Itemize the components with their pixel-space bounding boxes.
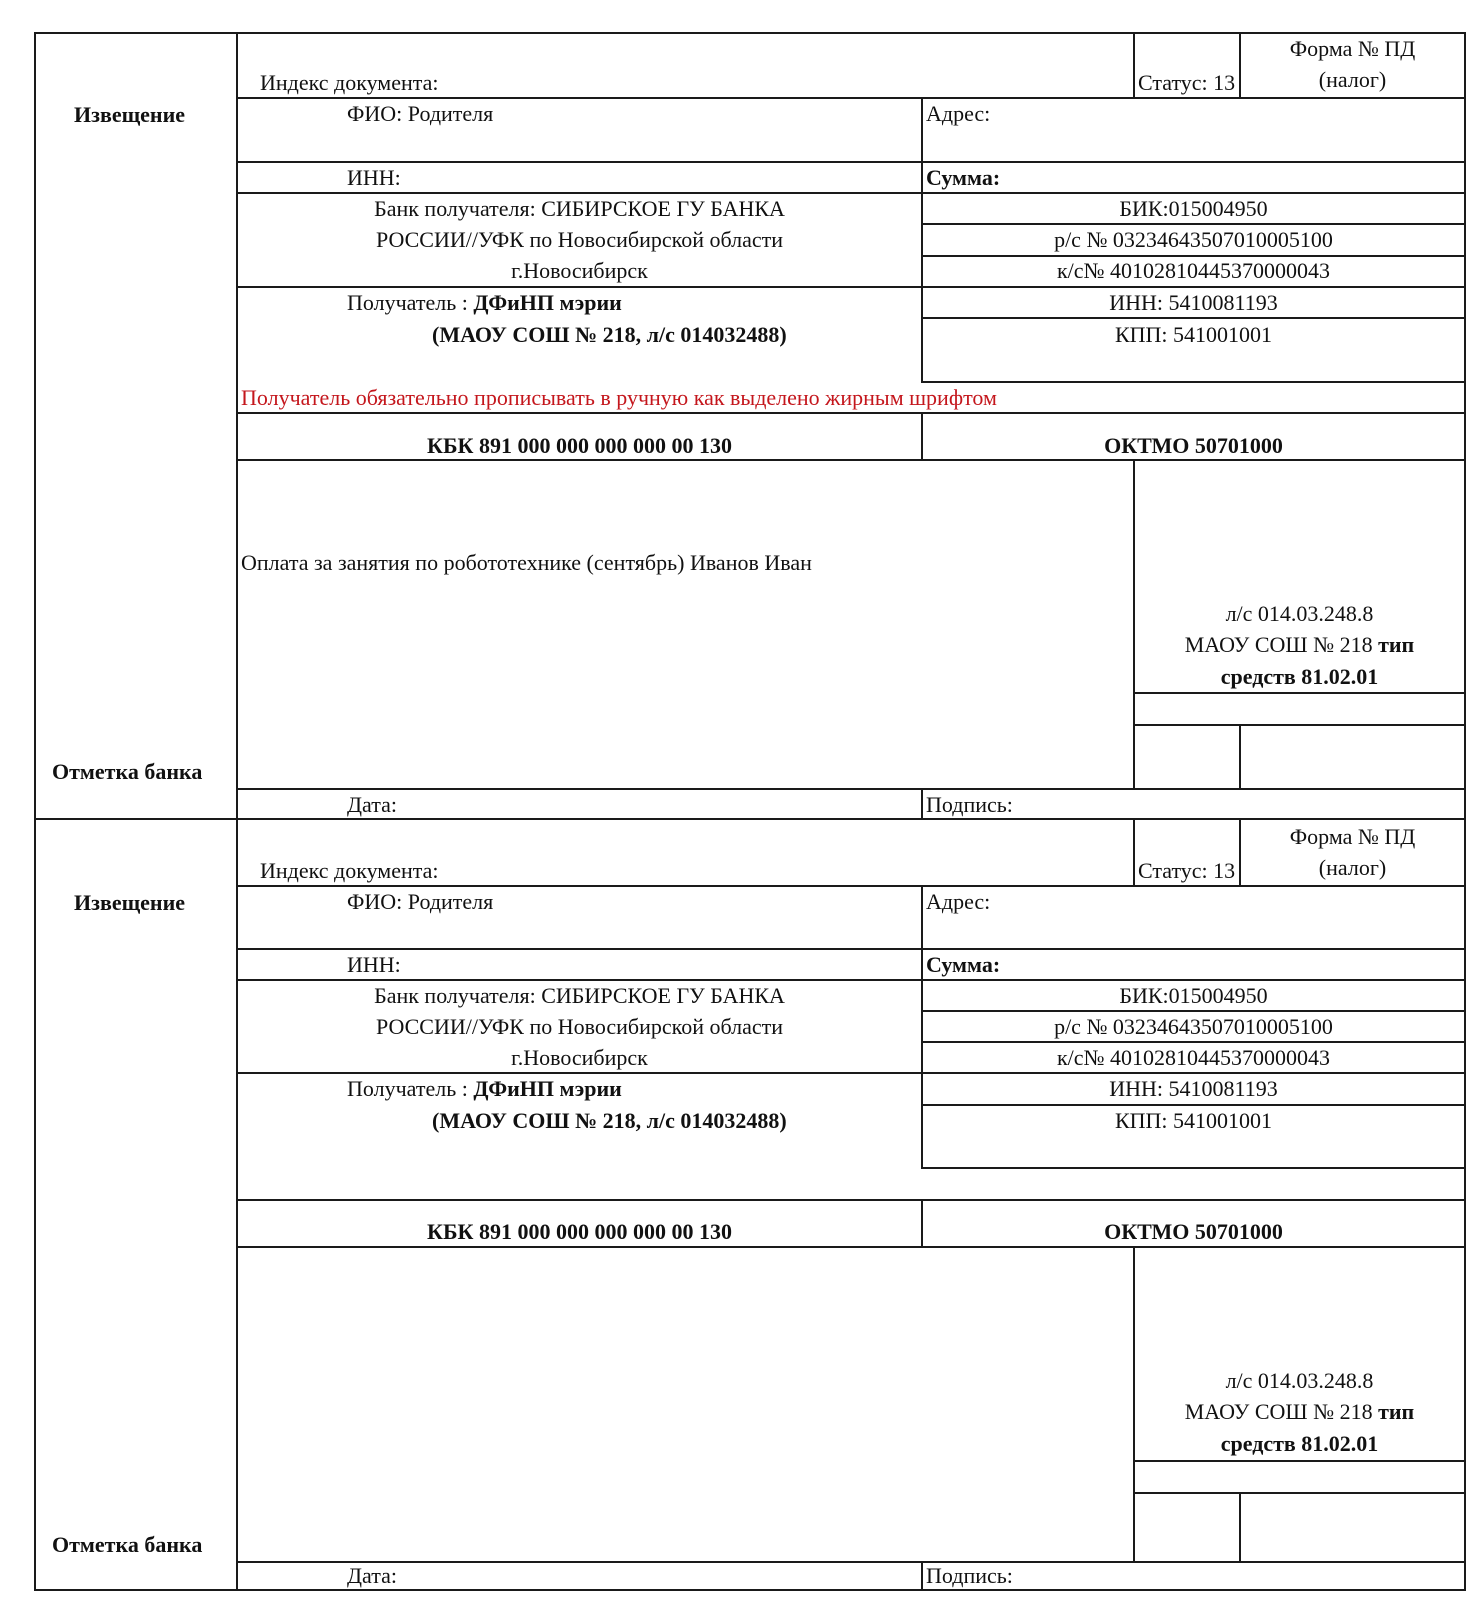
amount-field[interactable]: Сумма: — [926, 952, 1001, 977]
recipient-name: ДФиНП мэрии — [473, 1076, 622, 1101]
signature-field[interactable]: Подпись: — [926, 1563, 1013, 1588]
amount-field[interactable]: Сумма: — [926, 165, 1001, 190]
funds-type-label: тип — [1378, 632, 1415, 657]
recipient-inn: ИНН: 5410081193 — [1109, 290, 1278, 315]
recipient-prefix: Получатель : — [347, 1076, 474, 1101]
bik-value: БИК:015004950 — [1119, 196, 1268, 221]
form-subtitle: (налог) — [1318, 67, 1387, 92]
form-title: Форма № ПД — [1289, 824, 1416, 849]
signature-field[interactable]: Подпись: — [926, 792, 1013, 817]
personal-account-line1: л/с 014.03.248.8 — [1225, 1368, 1374, 1393]
recipient-kpp: КПП: 541001001 — [1114, 1108, 1273, 1133]
date-field[interactable]: Дата: — [347, 792, 397, 817]
recipient-bank-line3: г.Новосибирск — [511, 258, 648, 283]
status-label: Статус: 13 — [1138, 858, 1236, 883]
notice-label: Извещение — [74, 102, 186, 127]
recipient-bank-line1: Банк получателя: СИБИРСКОЕ ГУ БАНКА — [374, 983, 785, 1008]
school-name: МАОУ СОШ № 218 — [1184, 1399, 1379, 1424]
recipient-bank-line1: Банк получателя: СИБИРСКОЕ ГУ БАНКА — [374, 196, 785, 221]
recipient-line2: (МАОУ СОШ № 218, л/с 014032488) — [432, 322, 787, 347]
bank-mark-label: Отметка банка — [52, 1532, 203, 1557]
payer-name-field[interactable]: ФИО: Родителя — [347, 101, 494, 126]
personal-account-line2 — [1135, 1397, 1464, 1427]
personal-account-line1: л/с 014.03.248.8 — [1225, 601, 1374, 626]
recipient-line1 — [347, 288, 622, 318]
recipient-bank-line3: г.Новосибирск — [511, 1045, 648, 1070]
payer-inn-field[interactable]: ИНН: — [347, 952, 401, 977]
personal-account-line3: средств 81.02.01 — [1220, 664, 1379, 689]
recipient-bank-line2: РОССИИ//УФК по Новосибирской области — [375, 227, 784, 252]
recipient-line1 — [347, 1074, 622, 1104]
oktmo-code: ОКТМО 50701000 — [1104, 433, 1283, 458]
personal-account-line2 — [1135, 630, 1464, 660]
bank-mark-label: Отметка банка — [52, 759, 203, 784]
notice-label: Извещение — [74, 890, 186, 915]
address-field[interactable]: Адрес: — [926, 889, 991, 914]
settlement-account: р/с № 03234643507010005100 — [1054, 227, 1333, 252]
correspondent-account: к/с№ 40102810445370000043 — [1056, 1045, 1331, 1070]
document-index-label: Индекс документа: — [260, 858, 439, 883]
form-title: Форма № ПД — [1289, 36, 1416, 61]
status-label: Статус: 13 — [1138, 70, 1236, 95]
recipient-bank-line2: РОССИИ//УФК по Новосибирской области — [375, 1014, 784, 1039]
oktmo-code: ОКТМО 50701000 — [1104, 1219, 1283, 1244]
recipient-inn: ИНН: 5410081193 — [1109, 1076, 1278, 1101]
recipient-name: ДФиНП мэрии — [473, 290, 622, 315]
recipient-note: Получатель обязательно прописывать в ручную как выделено жирным шрифтом — [241, 385, 997, 410]
bik-value: БИК:015004950 — [1119, 983, 1268, 1008]
kbk-code: КБК 891 000 000 000 000 00 130 — [427, 433, 732, 458]
school-name: МАОУ СОШ № 218 — [1184, 632, 1379, 657]
payer-inn-field[interactable]: ИНН: — [347, 165, 401, 190]
recipient-line2: (МАОУ СОШ № 218, л/с 014032488) — [432, 1108, 787, 1133]
payer-name-field[interactable]: ФИО: Родителя — [347, 889, 494, 914]
document-index-label: Индекс документа: — [260, 70, 439, 95]
address-field[interactable]: Адрес: — [926, 101, 991, 126]
personal-account-line3: средств 81.02.01 — [1220, 1431, 1379, 1456]
payment-purpose[interactable]: Оплата за занятия по робототехнике (сентябрь) Иванов Иван — [241, 550, 812, 575]
form-subtitle: (налог) — [1318, 855, 1387, 880]
date-field[interactable]: Дата: — [347, 1563, 397, 1588]
recipient-kpp: КПП: 541001001 — [1114, 322, 1273, 347]
funds-type-label: тип — [1378, 1399, 1415, 1424]
settlement-account: р/с № 03234643507010005100 — [1054, 1014, 1333, 1039]
correspondent-account: к/с№ 40102810445370000043 — [1056, 258, 1331, 283]
kbk-code: КБК 891 000 000 000 000 00 130 — [427, 1219, 732, 1244]
recipient-prefix: Получатель : — [347, 290, 474, 315]
